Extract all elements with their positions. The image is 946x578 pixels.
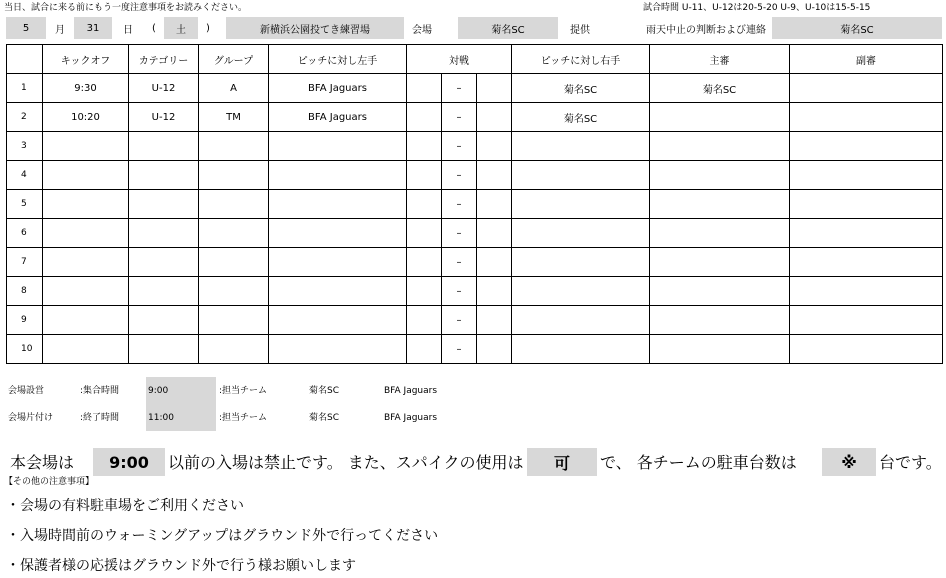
versus-dash: – bbox=[442, 248, 477, 277]
left-score-cell bbox=[407, 335, 442, 364]
right-team-cell bbox=[512, 161, 650, 190]
table-row bbox=[7, 335, 943, 364]
assistant-referee-cell bbox=[790, 103, 943, 132]
table-row bbox=[7, 103, 943, 132]
cleanup-time-label: :終了時間 bbox=[80, 413, 120, 423]
row-number: 4 bbox=[7, 161, 43, 190]
left-score-cell bbox=[407, 190, 442, 219]
rain-contact-team: 菊名SC bbox=[772, 17, 942, 39]
right-score-cell bbox=[477, 219, 512, 248]
right-team-cell bbox=[512, 248, 650, 277]
kickoff-cell: 10:20 bbox=[43, 103, 129, 132]
referee-cell bbox=[650, 190, 790, 219]
rules-text-3: で、 各チームの駐車台数は bbox=[600, 453, 797, 472]
kickoff-cell bbox=[43, 132, 129, 161]
left-team-cell bbox=[269, 219, 407, 248]
note-item: ・会場の有料駐車場をご利用ください bbox=[6, 498, 244, 514]
kickoff-cell bbox=[43, 306, 129, 335]
setup-time: 9:00 bbox=[146, 377, 216, 405]
row-number: 8 bbox=[7, 277, 43, 306]
group-cell bbox=[199, 277, 269, 306]
group-cell bbox=[199, 190, 269, 219]
rules-text-4: 台です。 bbox=[879, 453, 942, 472]
right-score-cell bbox=[477, 103, 512, 132]
versus-dash: – bbox=[442, 190, 477, 219]
versus-dash: – bbox=[442, 335, 477, 364]
assistant-referee-cell bbox=[790, 248, 943, 277]
referee-cell bbox=[650, 219, 790, 248]
assistant-referee-cell bbox=[790, 277, 943, 306]
right-team-cell: 菊名SC bbox=[512, 74, 650, 103]
kickoff-cell bbox=[43, 277, 129, 306]
cleanup-team-1: 菊名SC bbox=[309, 413, 339, 423]
right-team-cell: 菊名SC bbox=[512, 103, 650, 132]
assistant-referee-cell bbox=[790, 161, 943, 190]
provide-label: 提供 bbox=[570, 24, 590, 36]
match-time-info: 試合時間 U-11、U-12は20-5-20 U-9、U-10は15-5-15 bbox=[643, 3, 871, 13]
right-score-cell bbox=[477, 335, 512, 364]
header-referee: 主審 bbox=[650, 45, 790, 74]
header-group: グループ bbox=[199, 45, 269, 74]
category-cell: U-12 bbox=[129, 103, 199, 132]
kickoff-cell bbox=[43, 335, 129, 364]
row-number: 5 bbox=[7, 190, 43, 219]
cleanup-time: 11:00 bbox=[146, 405, 216, 431]
kickoff-cell: 9:30 bbox=[43, 74, 129, 103]
venue-label: 会場 bbox=[412, 24, 432, 36]
month-value: 5 bbox=[6, 17, 46, 39]
setup-team-2: BFA Jaguars bbox=[384, 386, 438, 396]
right-team-cell bbox=[512, 132, 650, 161]
versus-dash: – bbox=[442, 219, 477, 248]
group-cell bbox=[199, 248, 269, 277]
table-header-row bbox=[7, 45, 943, 74]
left-score-cell bbox=[407, 161, 442, 190]
header-no bbox=[7, 45, 43, 74]
left-team-cell: BFA Jaguars bbox=[269, 103, 407, 132]
setup-team-1: 菊名SC bbox=[309, 386, 339, 396]
kickoff-cell bbox=[43, 190, 129, 219]
table-row bbox=[7, 248, 943, 277]
left-team-cell bbox=[269, 306, 407, 335]
category-cell bbox=[129, 306, 199, 335]
category-cell bbox=[129, 190, 199, 219]
left-team-cell bbox=[269, 277, 407, 306]
left-team-cell bbox=[269, 335, 407, 364]
group-cell bbox=[199, 161, 269, 190]
referee-cell: 菊名SC bbox=[650, 74, 790, 103]
entry-time-value: 9:00 bbox=[93, 448, 165, 476]
assistant-referee-cell bbox=[790, 306, 943, 335]
group-cell: A bbox=[199, 74, 269, 103]
right-score-cell bbox=[477, 161, 512, 190]
left-score-cell bbox=[407, 248, 442, 277]
category-cell bbox=[129, 277, 199, 306]
left-score-cell bbox=[407, 306, 442, 335]
right-score-cell bbox=[477, 277, 512, 306]
assistant-referee-cell bbox=[790, 74, 943, 103]
paren-close: ) bbox=[206, 22, 210, 34]
category-cell bbox=[129, 248, 199, 277]
right-team-cell bbox=[512, 306, 650, 335]
right-score-cell bbox=[477, 306, 512, 335]
cleanup-team-2: BFA Jaguars bbox=[384, 413, 438, 423]
left-team-cell bbox=[269, 161, 407, 190]
left-score-cell bbox=[407, 277, 442, 306]
setup-time-label: :集合時間 bbox=[80, 386, 120, 396]
host-team: 菊名SC bbox=[458, 17, 558, 39]
left-team-cell bbox=[269, 132, 407, 161]
header-kickoff: キックオフ bbox=[43, 45, 129, 74]
table-row bbox=[7, 132, 943, 161]
referee-cell bbox=[650, 248, 790, 277]
versus-dash: – bbox=[442, 74, 477, 103]
category-cell bbox=[129, 161, 199, 190]
kickoff-cell bbox=[43, 219, 129, 248]
assistant-referee-cell bbox=[790, 132, 943, 161]
versus-dash: – bbox=[442, 132, 477, 161]
header-assistant-referee: 副審 bbox=[790, 45, 943, 74]
assistant-referee-cell bbox=[790, 190, 943, 219]
cleanup-label: 会場片付け bbox=[8, 413, 54, 423]
kickoff-cell bbox=[43, 161, 129, 190]
row-number: 1 bbox=[7, 74, 43, 103]
note-item: ・保護者様の応援はグラウンド外で行う様お願いします bbox=[6, 558, 356, 574]
category-cell bbox=[129, 219, 199, 248]
cleanup-team-label: :担当チーム bbox=[219, 413, 268, 423]
left-score-cell bbox=[407, 219, 442, 248]
referee-cell bbox=[650, 335, 790, 364]
weekday-value: 土 bbox=[164, 17, 198, 39]
header-right-team: ピッチに対し右手 bbox=[512, 45, 650, 74]
group-cell: TM bbox=[199, 103, 269, 132]
setup-team-label: :担当チーム bbox=[219, 386, 268, 396]
left-score-cell bbox=[407, 103, 442, 132]
assistant-referee-cell bbox=[790, 219, 943, 248]
right-score-cell bbox=[477, 132, 512, 161]
right-score-cell bbox=[477, 74, 512, 103]
row-number: 2 bbox=[7, 103, 43, 132]
table-row bbox=[7, 306, 943, 335]
header-versus: 対戦 bbox=[407, 45, 512, 74]
table-row bbox=[7, 219, 943, 248]
versus-dash: – bbox=[442, 277, 477, 306]
kickoff-cell bbox=[43, 248, 129, 277]
assistant-referee-cell bbox=[790, 335, 943, 364]
table-row bbox=[7, 190, 943, 219]
parking-count-value: ※ bbox=[822, 448, 876, 476]
right-team-cell bbox=[512, 219, 650, 248]
table-row bbox=[7, 277, 943, 306]
spike-allowed-value: 可 bbox=[527, 448, 597, 476]
referee-cell bbox=[650, 161, 790, 190]
referee-cell bbox=[650, 306, 790, 335]
right-score-cell bbox=[477, 190, 512, 219]
left-team-cell: BFA Jaguars bbox=[269, 74, 407, 103]
top-notice: 当日、試合に来る前にもう一度注意事項をお読みください。 bbox=[4, 3, 248, 13]
header-left-team: ピッチに対し左手 bbox=[269, 45, 407, 74]
left-score-cell bbox=[407, 132, 442, 161]
month-label: 月 bbox=[55, 24, 65, 36]
setup-label: 会場設営 bbox=[8, 386, 45, 396]
right-team-cell bbox=[512, 277, 650, 306]
category-cell: U-12 bbox=[129, 74, 199, 103]
left-team-cell bbox=[269, 248, 407, 277]
row-number: 3 bbox=[7, 132, 43, 161]
rules-text-1: 本会場は bbox=[10, 453, 75, 472]
group-cell bbox=[199, 132, 269, 161]
right-team-cell bbox=[512, 190, 650, 219]
category-cell bbox=[129, 335, 199, 364]
rules-text-2: 以前の入場は禁止です。 また、スパイクの使用は bbox=[168, 453, 524, 472]
table-row bbox=[7, 74, 943, 103]
other-notes-title: 【その他の注意事項】 bbox=[4, 477, 95, 487]
row-number: 10 bbox=[7, 335, 43, 364]
group-cell bbox=[199, 306, 269, 335]
day-label: 日 bbox=[123, 24, 133, 36]
group-cell bbox=[199, 219, 269, 248]
referee-cell bbox=[650, 277, 790, 306]
table-row bbox=[7, 161, 943, 190]
group-cell bbox=[199, 335, 269, 364]
versus-dash: – bbox=[442, 306, 477, 335]
right-team-cell bbox=[512, 335, 650, 364]
row-number: 7 bbox=[7, 248, 43, 277]
left-team-cell bbox=[269, 190, 407, 219]
match-schedule-table bbox=[6, 44, 943, 364]
row-number: 9 bbox=[7, 306, 43, 335]
paren-open: ( bbox=[152, 22, 156, 34]
day-value: 31 bbox=[74, 17, 112, 39]
header-category: カテゴリー bbox=[129, 45, 199, 74]
row-number: 6 bbox=[7, 219, 43, 248]
referee-cell bbox=[650, 103, 790, 132]
category-cell bbox=[129, 132, 199, 161]
left-score-cell bbox=[407, 74, 442, 103]
versus-dash: – bbox=[442, 103, 477, 132]
note-item: ・入場時間前のウォーミングアップはグラウンド外で行ってください bbox=[6, 528, 439, 544]
referee-cell bbox=[650, 132, 790, 161]
rain-cancel-label: 雨天中止の判断および連絡 bbox=[646, 24, 766, 36]
versus-dash: – bbox=[442, 161, 477, 190]
right-score-cell bbox=[477, 248, 512, 277]
venue-name: 新横浜公園投てき練習場 bbox=[226, 17, 404, 39]
